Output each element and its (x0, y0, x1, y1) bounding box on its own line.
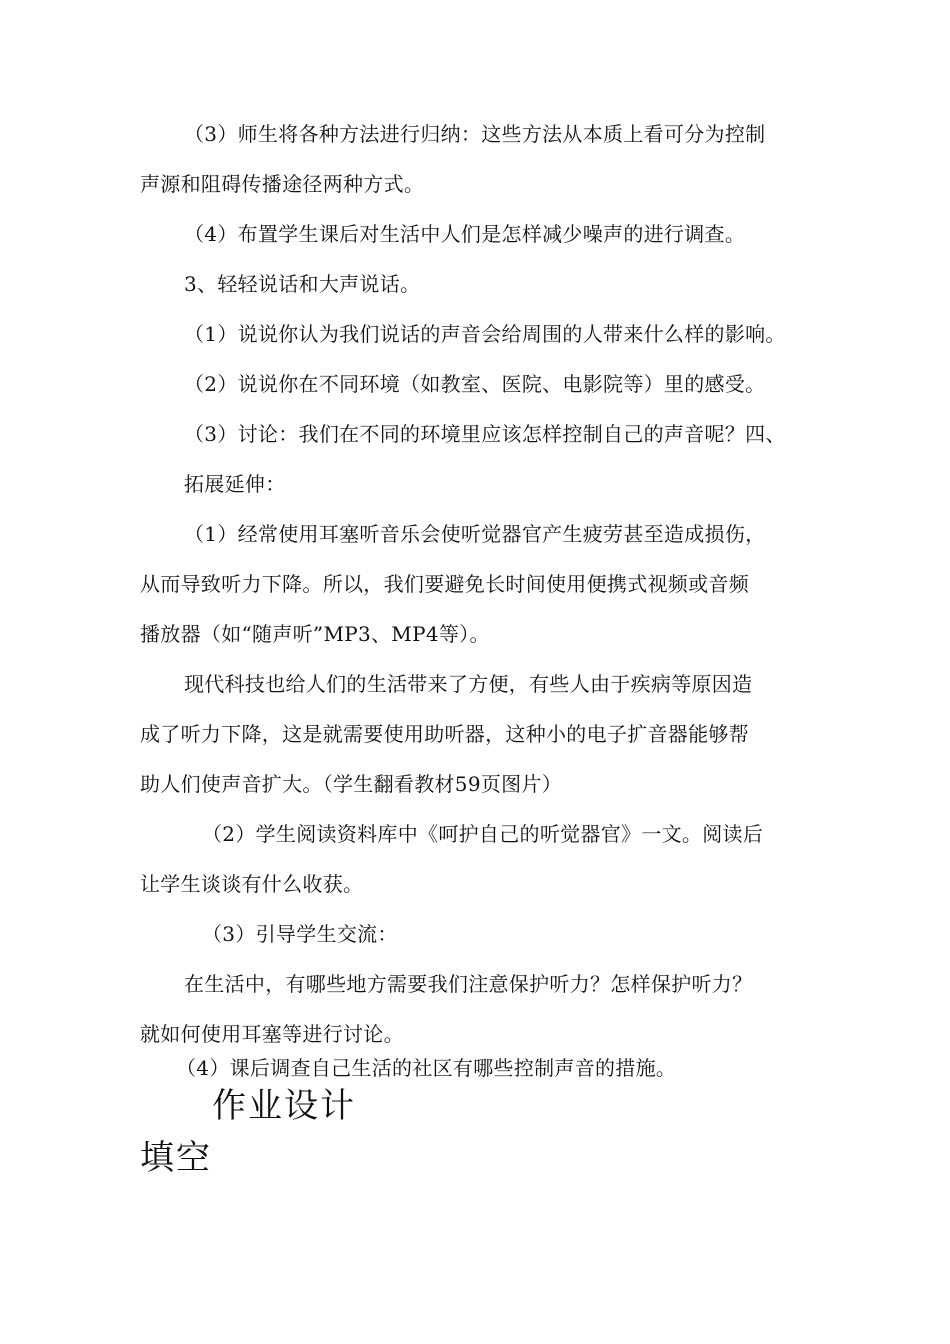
paragraph-line: （3）引导学生交流： (202, 922, 398, 946)
paragraph-line: 现代科技也给人们的生活带来了方便，有些人由于疾病等原因造 (184, 672, 753, 696)
paragraph-line: 3、轻轻说话和大声说话。 (184, 272, 421, 296)
paragraph-line: 成了听力下降，这是就需要使用助听器，这种小的电子扩音器能够帮 (140, 722, 749, 746)
subsection-title: 填空 (140, 1138, 212, 1178)
paragraph-line: （4）课后调查自己生活的社区有哪些控制声音的措施。 (176, 1056, 677, 1080)
paragraph-line: （3）师生将各种方法进行归纳：这些方法从本质上看可分为控制 (184, 122, 766, 146)
paragraph-line: 在生活中，有哪些地方需要我们注意保护听力？怎样保护听力？ (184, 972, 753, 996)
paragraph-line: （2）学生阅读资料库中《呵护自己的听觉器官》一文。阅读后 (202, 822, 764, 846)
paragraph-line: （1）说说你认为我们说话的声音会给周围的人带来什么样的影响。 (184, 322, 786, 346)
paragraph-line: （4）布置学生课后对生活中人们是怎样减少噪声的进行调查。 (184, 222, 746, 246)
paragraph-line: 让学生谈谈有什么收获。 (140, 872, 364, 896)
paragraph-line: （1）经常使用耳塞听音乐会使听觉器官产生疲劳甚至造成损伤， (184, 522, 766, 546)
paragraph-line: 就如何使用耳塞等进行讨论。 (140, 1022, 404, 1046)
paragraph-line: 播放器（如“随声听”MP3、MP4等）。 (140, 622, 490, 646)
paragraph-line: 助人们使声音扩大。（学生翻看教材59页图片） (140, 772, 563, 796)
section-title: 作业设计 (212, 1086, 356, 1126)
paragraph-line: 拓展延伸： (184, 472, 286, 496)
paragraph-line: （3）讨论：我们在不同的环境里应该怎样控制自己的声音呢？四、 (184, 422, 786, 446)
paragraph-line: （2）说说你在不同环境（如教室、医院、电影院等）里的感受。 (184, 372, 766, 396)
paragraph-line: 从而导致听力下降。所以，我们要避免长时间使用便携式视频或音频 (140, 572, 749, 596)
paragraph-line: 声源和阻碍传播途径两种方式。 (140, 172, 425, 196)
